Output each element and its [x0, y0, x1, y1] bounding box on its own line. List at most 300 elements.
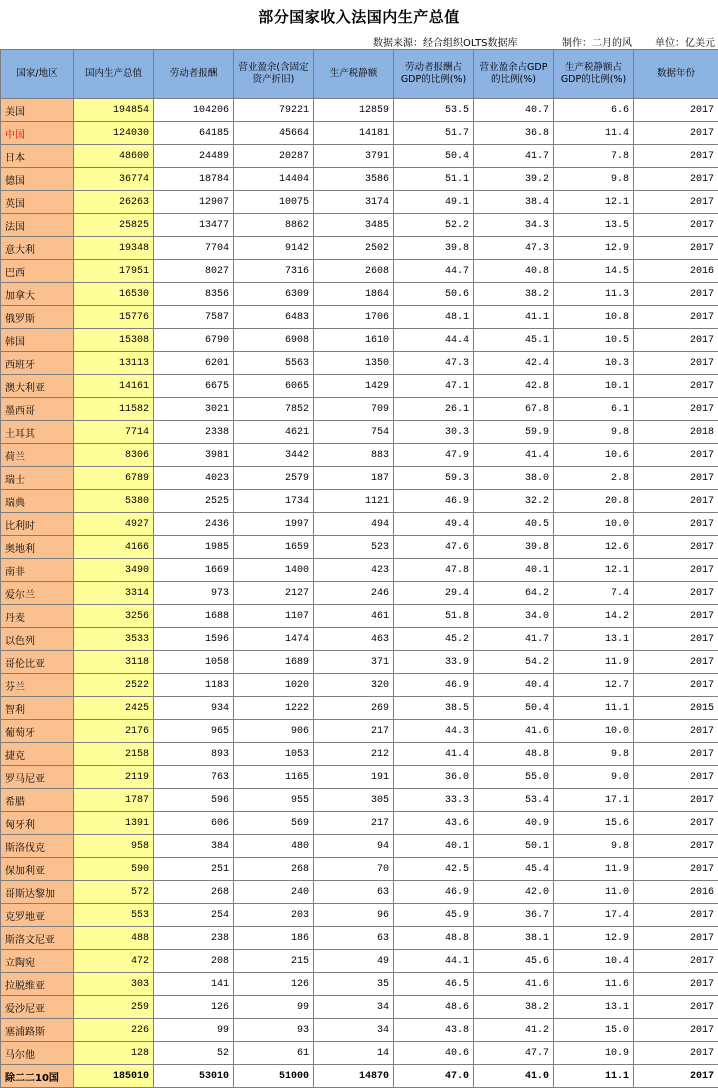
production-tax-cell[interactable]: 371	[314, 651, 394, 674]
labor-compensation-cell[interactable]: 6790	[154, 329, 234, 352]
data-year-cell[interactable]: 2017	[634, 996, 718, 1019]
data-year-cell[interactable]: 2017	[634, 812, 718, 835]
country-cell[interactable]: 美国	[1, 99, 74, 122]
tax-share-cell[interactable]: 12.9	[554, 927, 634, 950]
labor-share-cell[interactable]: 59.3	[394, 467, 474, 490]
tax-share-cell[interactable]: 11.9	[554, 858, 634, 881]
operating-surplus-cell[interactable]: 186	[234, 927, 314, 950]
production-tax-cell[interactable]: 1610	[314, 329, 394, 352]
header-labor-compensation[interactable]: 劳动者报酬	[154, 50, 234, 99]
production-tax-cell[interactable]: 1706	[314, 306, 394, 329]
operating-surplus-cell[interactable]: 2579	[234, 467, 314, 490]
production-tax-cell[interactable]: 463	[314, 628, 394, 651]
labor-share-cell[interactable]: 46.9	[394, 674, 474, 697]
country-cell[interactable]: 瑞士	[1, 467, 74, 490]
operating-surplus-cell[interactable]: 7316	[234, 260, 314, 283]
tax-share-cell[interactable]: 10.6	[554, 444, 634, 467]
data-year-cell[interactable]: 2017	[634, 927, 718, 950]
labor-share-cell[interactable]: 29.4	[394, 582, 474, 605]
production-tax-cell[interactable]: 3174	[314, 191, 394, 214]
data-year-cell[interactable]: 2017	[634, 605, 718, 628]
labor-share-cell[interactable]: 26.1	[394, 398, 474, 421]
tax-share-cell[interactable]: 11.0	[554, 881, 634, 904]
operating-surplus-cell[interactable]: 1165	[234, 766, 314, 789]
country-cell[interactable]: 匈牙利	[1, 812, 74, 835]
labor-compensation-cell[interactable]: 2338	[154, 421, 234, 444]
tax-share-cell[interactable]: 10.4	[554, 950, 634, 973]
data-year-cell[interactable]: 2017	[634, 444, 718, 467]
labor-compensation-cell[interactable]: 606	[154, 812, 234, 835]
labor-share-cell[interactable]: 49.4	[394, 513, 474, 536]
country-cell[interactable]: 除二二10国	[1, 1065, 74, 1088]
production-tax-cell[interactable]: 35	[314, 973, 394, 996]
labor-share-cell[interactable]: 52.2	[394, 214, 474, 237]
surplus-share-cell[interactable]: 41.7	[474, 145, 554, 168]
labor-compensation-cell[interactable]: 64185	[154, 122, 234, 145]
surplus-share-cell[interactable]: 38.0	[474, 467, 554, 490]
data-year-cell[interactable]: 2017	[634, 1019, 718, 1042]
surplus-share-cell[interactable]: 41.2	[474, 1019, 554, 1042]
gdp-cell[interactable]: 3533	[74, 628, 154, 651]
gdp-cell[interactable]: 17951	[74, 260, 154, 283]
gdp-cell[interactable]: 3256	[74, 605, 154, 628]
operating-surplus-cell[interactable]: 6483	[234, 306, 314, 329]
operating-surplus-cell[interactable]: 93	[234, 1019, 314, 1042]
gdp-cell[interactable]: 185010	[74, 1065, 154, 1088]
production-tax-cell[interactable]: 187	[314, 467, 394, 490]
header-production-tax[interactable]: 生产税静额	[314, 50, 394, 99]
production-tax-cell[interactable]: 212	[314, 743, 394, 766]
tax-share-cell[interactable]: 12.9	[554, 237, 634, 260]
gdp-cell[interactable]: 572	[74, 881, 154, 904]
tax-share-cell[interactable]: 11.1	[554, 1065, 634, 1088]
data-year-cell[interactable]: 2017	[634, 191, 718, 214]
gdp-cell[interactable]: 2176	[74, 720, 154, 743]
surplus-share-cell[interactable]: 41.7	[474, 628, 554, 651]
labor-share-cell[interactable]: 49.1	[394, 191, 474, 214]
operating-surplus-cell[interactable]: 1734	[234, 490, 314, 513]
labor-compensation-cell[interactable]: 13477	[154, 214, 234, 237]
production-tax-cell[interactable]: 14	[314, 1042, 394, 1065]
surplus-share-cell[interactable]: 59.9	[474, 421, 554, 444]
data-year-cell[interactable]: 2017	[634, 904, 718, 927]
tax-share-cell[interactable]: 11.3	[554, 283, 634, 306]
header-data-year[interactable]: 数据年份	[634, 50, 718, 99]
tax-share-cell[interactable]: 12.6	[554, 536, 634, 559]
labor-compensation-cell[interactable]: 99	[154, 1019, 234, 1042]
surplus-share-cell[interactable]: 45.6	[474, 950, 554, 973]
operating-surplus-cell[interactable]: 1659	[234, 536, 314, 559]
operating-surplus-cell[interactable]: 4621	[234, 421, 314, 444]
tax-share-cell[interactable]: 13.5	[554, 214, 634, 237]
labor-compensation-cell[interactable]: 6675	[154, 375, 234, 398]
gdp-cell[interactable]: 1787	[74, 789, 154, 812]
labor-compensation-cell[interactable]: 24489	[154, 145, 234, 168]
surplus-share-cell[interactable]: 55.0	[474, 766, 554, 789]
header-country[interactable]: 国家/地区	[1, 50, 74, 99]
labor-compensation-cell[interactable]: 965	[154, 720, 234, 743]
operating-surplus-cell[interactable]: 7852	[234, 398, 314, 421]
labor-share-cell[interactable]: 47.0	[394, 1065, 474, 1088]
country-cell[interactable]: 英国	[1, 191, 74, 214]
data-year-cell[interactable]: 2017	[634, 467, 718, 490]
gdp-cell[interactable]: 2425	[74, 697, 154, 720]
surplus-share-cell[interactable]: 41.1	[474, 306, 554, 329]
gdp-cell[interactable]: 5380	[74, 490, 154, 513]
gdp-cell[interactable]: 8306	[74, 444, 154, 467]
country-cell[interactable]: 马尔他	[1, 1042, 74, 1065]
labor-compensation-cell[interactable]: 1183	[154, 674, 234, 697]
labor-compensation-cell[interactable]: 52	[154, 1042, 234, 1065]
operating-surplus-cell[interactable]: 126	[234, 973, 314, 996]
data-year-cell[interactable]: 2017	[634, 237, 718, 260]
tax-share-cell[interactable]: 10.0	[554, 513, 634, 536]
country-cell[interactable]: 中国	[1, 122, 74, 145]
labor-share-cell[interactable]: 43.6	[394, 812, 474, 835]
country-cell[interactable]: 斯洛伐克	[1, 835, 74, 858]
labor-compensation-cell[interactable]: 973	[154, 582, 234, 605]
country-cell[interactable]: 南非	[1, 559, 74, 582]
labor-share-cell[interactable]: 48.8	[394, 927, 474, 950]
gdp-cell[interactable]: 15308	[74, 329, 154, 352]
production-tax-cell[interactable]: 70	[314, 858, 394, 881]
country-cell[interactable]: 克罗地亚	[1, 904, 74, 927]
country-cell[interactable]: 塞浦路斯	[1, 1019, 74, 1042]
gdp-cell[interactable]: 25825	[74, 214, 154, 237]
header-tax-share[interactable]: 生产税静额占GDP的比例(%)	[554, 50, 634, 99]
labor-share-cell[interactable]: 47.9	[394, 444, 474, 467]
labor-share-cell[interactable]: 50.6	[394, 283, 474, 306]
labor-share-cell[interactable]: 47.6	[394, 536, 474, 559]
tax-share-cell[interactable]: 15.0	[554, 1019, 634, 1042]
production-tax-cell[interactable]: 1864	[314, 283, 394, 306]
surplus-share-cell[interactable]: 34.3	[474, 214, 554, 237]
gdp-cell[interactable]: 472	[74, 950, 154, 973]
surplus-share-cell[interactable]: 47.7	[474, 1042, 554, 1065]
country-cell[interactable]: 葡萄牙	[1, 720, 74, 743]
data-year-cell[interactable]: 2017	[634, 743, 718, 766]
tax-share-cell[interactable]: 12.1	[554, 559, 634, 582]
gdp-cell[interactable]: 1391	[74, 812, 154, 835]
tax-share-cell[interactable]: 9.8	[554, 835, 634, 858]
labor-compensation-cell[interactable]: 1669	[154, 559, 234, 582]
tax-share-cell[interactable]: 9.8	[554, 421, 634, 444]
production-tax-cell[interactable]: 14870	[314, 1065, 394, 1088]
tax-share-cell[interactable]: 10.5	[554, 329, 634, 352]
surplus-share-cell[interactable]: 64.2	[474, 582, 554, 605]
labor-compensation-cell[interactable]: 208	[154, 950, 234, 973]
labor-compensation-cell[interactable]: 1688	[154, 605, 234, 628]
tax-share-cell[interactable]: 13.1	[554, 996, 634, 1019]
production-tax-cell[interactable]: 49	[314, 950, 394, 973]
labor-compensation-cell[interactable]: 238	[154, 927, 234, 950]
gdp-cell[interactable]: 36774	[74, 168, 154, 191]
operating-surplus-cell[interactable]: 99	[234, 996, 314, 1019]
gdp-cell[interactable]: 553	[74, 904, 154, 927]
labor-share-cell[interactable]: 45.9	[394, 904, 474, 927]
country-cell[interactable]: 荷兰	[1, 444, 74, 467]
country-cell[interactable]: 以色列	[1, 628, 74, 651]
labor-compensation-cell[interactable]: 268	[154, 881, 234, 904]
data-year-cell[interactable]: 2017	[634, 950, 718, 973]
labor-compensation-cell[interactable]: 596	[154, 789, 234, 812]
gdp-cell[interactable]: 14161	[74, 375, 154, 398]
labor-share-cell[interactable]: 33.3	[394, 789, 474, 812]
gdp-cell[interactable]: 19348	[74, 237, 154, 260]
data-year-cell[interactable]: 2017	[634, 536, 718, 559]
gdp-cell[interactable]: 590	[74, 858, 154, 881]
gdp-cell[interactable]: 259	[74, 996, 154, 1019]
tax-share-cell[interactable]: 17.4	[554, 904, 634, 927]
gdp-cell[interactable]: 124030	[74, 122, 154, 145]
operating-surplus-cell[interactable]: 1107	[234, 605, 314, 628]
tax-share-cell[interactable]: 14.5	[554, 260, 634, 283]
operating-surplus-cell[interactable]: 955	[234, 789, 314, 812]
country-cell[interactable]: 保加利亚	[1, 858, 74, 881]
labor-compensation-cell[interactable]: 251	[154, 858, 234, 881]
production-tax-cell[interactable]: 1429	[314, 375, 394, 398]
tax-share-cell[interactable]: 12.1	[554, 191, 634, 214]
tax-share-cell[interactable]: 7.4	[554, 582, 634, 605]
surplus-share-cell[interactable]: 40.9	[474, 812, 554, 835]
country-cell[interactable]: 智利	[1, 697, 74, 720]
gdp-cell[interactable]: 2522	[74, 674, 154, 697]
surplus-share-cell[interactable]: 39.2	[474, 168, 554, 191]
surplus-share-cell[interactable]: 45.1	[474, 329, 554, 352]
gdp-cell[interactable]: 2119	[74, 766, 154, 789]
operating-surplus-cell[interactable]: 268	[234, 858, 314, 881]
surplus-share-cell[interactable]: 42.8	[474, 375, 554, 398]
operating-surplus-cell[interactable]: 1222	[234, 697, 314, 720]
surplus-share-cell[interactable]: 32.2	[474, 490, 554, 513]
labor-compensation-cell[interactable]: 1596	[154, 628, 234, 651]
data-year-cell[interactable]: 2016	[634, 260, 718, 283]
labor-share-cell[interactable]: 30.3	[394, 421, 474, 444]
data-year-cell[interactable]: 2017	[634, 145, 718, 168]
labor-share-cell[interactable]: 51.8	[394, 605, 474, 628]
surplus-share-cell[interactable]: 50.4	[474, 697, 554, 720]
data-year-cell[interactable]: 2017	[634, 168, 718, 191]
surplus-share-cell[interactable]: 48.8	[474, 743, 554, 766]
data-year-cell[interactable]: 2017	[634, 513, 718, 536]
labor-compensation-cell[interactable]: 12907	[154, 191, 234, 214]
labor-compensation-cell[interactable]: 2525	[154, 490, 234, 513]
labor-share-cell[interactable]: 44.1	[394, 950, 474, 973]
data-year-cell[interactable]: 2017	[634, 122, 718, 145]
tax-share-cell[interactable]: 10.9	[554, 1042, 634, 1065]
data-year-cell[interactable]: 2016	[634, 881, 718, 904]
gdp-cell[interactable]: 48600	[74, 145, 154, 168]
production-tax-cell[interactable]: 2608	[314, 260, 394, 283]
labor-compensation-cell[interactable]: 141	[154, 973, 234, 996]
operating-surplus-cell[interactable]: 45664	[234, 122, 314, 145]
labor-compensation-cell[interactable]: 6201	[154, 352, 234, 375]
labor-share-cell[interactable]: 45.2	[394, 628, 474, 651]
country-cell[interactable]: 俄罗斯	[1, 306, 74, 329]
tax-share-cell[interactable]: 11.9	[554, 651, 634, 674]
surplus-share-cell[interactable]: 41.6	[474, 720, 554, 743]
production-tax-cell[interactable]: 2502	[314, 237, 394, 260]
tax-share-cell[interactable]: 11.6	[554, 973, 634, 996]
data-year-cell[interactable]: 2017	[634, 214, 718, 237]
labor-share-cell[interactable]: 51.7	[394, 122, 474, 145]
surplus-share-cell[interactable]: 40.7	[474, 99, 554, 122]
operating-surplus-cell[interactable]: 1997	[234, 513, 314, 536]
operating-surplus-cell[interactable]: 20287	[234, 145, 314, 168]
labor-share-cell[interactable]: 39.8	[394, 237, 474, 260]
labor-share-cell[interactable]: 44.7	[394, 260, 474, 283]
labor-compensation-cell[interactable]: 7704	[154, 237, 234, 260]
country-cell[interactable]: 法国	[1, 214, 74, 237]
production-tax-cell[interactable]: 96	[314, 904, 394, 927]
labor-share-cell[interactable]: 50.4	[394, 145, 474, 168]
labor-share-cell[interactable]: 48.1	[394, 306, 474, 329]
surplus-share-cell[interactable]: 38.2	[474, 996, 554, 1019]
tax-share-cell[interactable]: 2.8	[554, 467, 634, 490]
labor-compensation-cell[interactable]: 104206	[154, 99, 234, 122]
production-tax-cell[interactable]: 754	[314, 421, 394, 444]
surplus-share-cell[interactable]: 38.4	[474, 191, 554, 214]
country-cell[interactable]: 奥地利	[1, 536, 74, 559]
labor-share-cell[interactable]: 36.0	[394, 766, 474, 789]
country-cell[interactable]: 拉脱维亚	[1, 973, 74, 996]
tax-share-cell[interactable]: 7.8	[554, 145, 634, 168]
production-tax-cell[interactable]: 269	[314, 697, 394, 720]
gdp-cell[interactable]: 7714	[74, 421, 154, 444]
header-surplus-share[interactable]: 营业盈余占GDP的比例(%)	[474, 50, 554, 99]
operating-surplus-cell[interactable]: 480	[234, 835, 314, 858]
data-year-cell[interactable]: 2017	[634, 559, 718, 582]
country-cell[interactable]: 澳大利亚	[1, 375, 74, 398]
data-year-cell[interactable]: 2015	[634, 697, 718, 720]
gdp-cell[interactable]: 194854	[74, 99, 154, 122]
surplus-share-cell[interactable]: 50.1	[474, 835, 554, 858]
operating-surplus-cell[interactable]: 906	[234, 720, 314, 743]
surplus-share-cell[interactable]: 40.5	[474, 513, 554, 536]
country-cell[interactable]: 韩国	[1, 329, 74, 352]
surplus-share-cell[interactable]: 34.0	[474, 605, 554, 628]
gdp-cell[interactable]: 226	[74, 1019, 154, 1042]
production-tax-cell[interactable]: 1121	[314, 490, 394, 513]
gdp-cell[interactable]: 4166	[74, 536, 154, 559]
country-cell[interactable]: 瑞典	[1, 490, 74, 513]
labor-share-cell[interactable]: 38.5	[394, 697, 474, 720]
gdp-cell[interactable]: 4927	[74, 513, 154, 536]
surplus-share-cell[interactable]: 47.3	[474, 237, 554, 260]
production-tax-cell[interactable]: 12859	[314, 99, 394, 122]
country-cell[interactable]: 比利时	[1, 513, 74, 536]
production-tax-cell[interactable]: 1350	[314, 352, 394, 375]
production-tax-cell[interactable]: 423	[314, 559, 394, 582]
production-tax-cell[interactable]: 523	[314, 536, 394, 559]
labor-share-cell[interactable]: 43.8	[394, 1019, 474, 1042]
country-cell[interactable]: 加拿大	[1, 283, 74, 306]
labor-share-cell[interactable]: 48.6	[394, 996, 474, 1019]
data-year-cell[interactable]: 2017	[634, 651, 718, 674]
surplus-share-cell[interactable]: 54.2	[474, 651, 554, 674]
labor-compensation-cell[interactable]: 1985	[154, 536, 234, 559]
country-cell[interactable]: 爱尔兰	[1, 582, 74, 605]
labor-share-cell[interactable]: 53.5	[394, 99, 474, 122]
labor-share-cell[interactable]: 47.3	[394, 352, 474, 375]
labor-compensation-cell[interactable]: 53010	[154, 1065, 234, 1088]
data-year-cell[interactable]: 2017	[634, 720, 718, 743]
tax-share-cell[interactable]: 9.0	[554, 766, 634, 789]
gdp-cell[interactable]: 488	[74, 927, 154, 950]
labor-share-cell[interactable]: 42.5	[394, 858, 474, 881]
surplus-share-cell[interactable]: 42.4	[474, 352, 554, 375]
surplus-share-cell[interactable]: 41.6	[474, 973, 554, 996]
labor-share-cell[interactable]: 51.1	[394, 168, 474, 191]
tax-share-cell[interactable]: 17.1	[554, 789, 634, 812]
operating-surplus-cell[interactable]: 14404	[234, 168, 314, 191]
labor-share-cell[interactable]: 33.9	[394, 651, 474, 674]
gdp-cell[interactable]: 26263	[74, 191, 154, 214]
production-tax-cell[interactable]: 63	[314, 927, 394, 950]
country-cell[interactable]: 芬兰	[1, 674, 74, 697]
labor-compensation-cell[interactable]: 893	[154, 743, 234, 766]
labor-compensation-cell[interactable]: 763	[154, 766, 234, 789]
production-tax-cell[interactable]: 883	[314, 444, 394, 467]
labor-share-cell[interactable]: 44.3	[394, 720, 474, 743]
country-cell[interactable]: 捷克	[1, 743, 74, 766]
labor-compensation-cell[interactable]: 18784	[154, 168, 234, 191]
labor-compensation-cell[interactable]: 7587	[154, 306, 234, 329]
country-cell[interactable]: 意大利	[1, 237, 74, 260]
production-tax-cell[interactable]: 34	[314, 1019, 394, 1042]
production-tax-cell[interactable]: 3485	[314, 214, 394, 237]
data-year-cell[interactable]: 2017	[634, 582, 718, 605]
country-cell[interactable]: 墨西哥	[1, 398, 74, 421]
tax-share-cell[interactable]: 20.8	[554, 490, 634, 513]
tax-share-cell[interactable]: 14.2	[554, 605, 634, 628]
operating-surplus-cell[interactable]: 10075	[234, 191, 314, 214]
surplus-share-cell[interactable]: 38.2	[474, 283, 554, 306]
tax-share-cell[interactable]: 9.8	[554, 168, 634, 191]
production-tax-cell[interactable]: 217	[314, 812, 394, 835]
data-year-cell[interactable]: 2017	[634, 306, 718, 329]
gdp-cell[interactable]: 6789	[74, 467, 154, 490]
gdp-cell[interactable]: 3314	[74, 582, 154, 605]
labor-share-cell[interactable]: 47.8	[394, 559, 474, 582]
operating-surplus-cell[interactable]: 6065	[234, 375, 314, 398]
gdp-cell[interactable]: 16530	[74, 283, 154, 306]
data-year-cell[interactable]: 2017	[634, 766, 718, 789]
gdp-cell[interactable]: 3490	[74, 559, 154, 582]
country-cell[interactable]: 罗马尼亚	[1, 766, 74, 789]
data-year-cell[interactable]: 2017	[634, 398, 718, 421]
operating-surplus-cell[interactable]: 569	[234, 812, 314, 835]
surplus-share-cell[interactable]: 40.4	[474, 674, 554, 697]
gdp-cell[interactable]: 2158	[74, 743, 154, 766]
gdp-cell[interactable]: 11582	[74, 398, 154, 421]
labor-compensation-cell[interactable]: 8027	[154, 260, 234, 283]
operating-surplus-cell[interactable]: 1400	[234, 559, 314, 582]
labor-compensation-cell[interactable]: 254	[154, 904, 234, 927]
operating-surplus-cell[interactable]: 51000	[234, 1065, 314, 1088]
data-year-cell[interactable]: 2017	[634, 99, 718, 122]
data-year-cell[interactable]: 2017	[634, 674, 718, 697]
tax-share-cell[interactable]: 9.8	[554, 743, 634, 766]
tax-share-cell[interactable]: 13.1	[554, 628, 634, 651]
country-cell[interactable]: 土耳其	[1, 421, 74, 444]
surplus-share-cell[interactable]: 53.4	[474, 789, 554, 812]
production-tax-cell[interactable]: 34	[314, 996, 394, 1019]
labor-compensation-cell[interactable]: 8356	[154, 283, 234, 306]
gdp-cell[interactable]: 13113	[74, 352, 154, 375]
operating-surplus-cell[interactable]: 61	[234, 1042, 314, 1065]
tax-share-cell[interactable]: 15.6	[554, 812, 634, 835]
